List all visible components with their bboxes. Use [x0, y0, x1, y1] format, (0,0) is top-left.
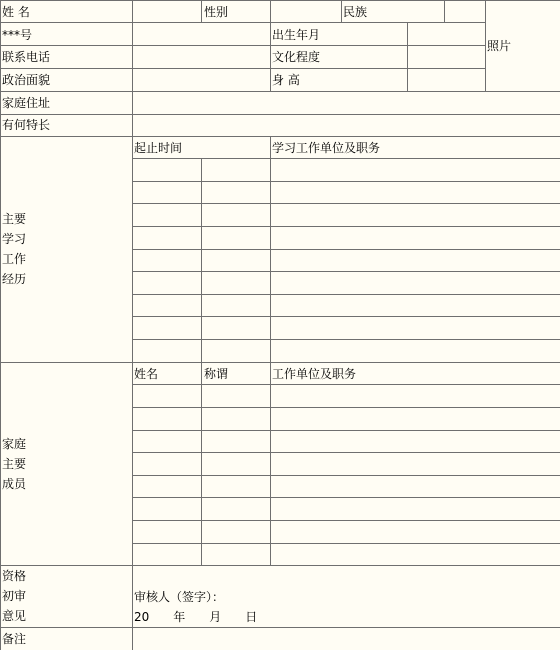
political-status-label: 政治面貌: [2, 73, 51, 87]
birth-date-field[interactable]: [408, 23, 485, 45]
id-number-field[interactable]: [133, 23, 270, 45]
height-field[interactable]: [408, 69, 485, 91]
family-unit-header: 工作单位及职务: [272, 367, 357, 381]
photo-label: 照片: [487, 39, 512, 53]
ethnicity-field[interactable]: [445, 1, 485, 22]
id-number-label: ***号: [2, 28, 33, 42]
birth-date-label: 出生年月: [272, 28, 321, 42]
review-side-label: 资格 初审 意见: [2, 569, 27, 623]
family-side-label: 家庭 主要 成员: [2, 437, 27, 491]
remarks-field[interactable]: [133, 628, 560, 650]
photo-box[interactable]: [486, 1, 560, 91]
remarks-label: 备注: [2, 632, 27, 646]
gender-label: 性别: [204, 5, 229, 19]
phone-field[interactable]: [133, 46, 270, 68]
work-history-unit-header: 学习工作单位及职务: [272, 141, 381, 155]
phone-label: 联系电话: [2, 50, 51, 64]
gender-field[interactable]: [271, 1, 341, 22]
ethnicity-label: 民族: [343, 5, 368, 19]
work-history-period-header: 起止时间: [134, 141, 183, 155]
name-field[interactable]: [133, 1, 201, 22]
specialty-field[interactable]: [133, 115, 560, 136]
family-name-header: 姓名: [134, 367, 159, 381]
political-status-field[interactable]: [133, 69, 270, 91]
address-label: 家庭住址: [2, 96, 51, 110]
education-label: 文化程度: [272, 50, 321, 64]
address-field[interactable]: [133, 92, 560, 114]
family-relation-header: 称谓: [204, 367, 229, 381]
education-field[interactable]: [408, 46, 485, 68]
name-label: 姓 名: [2, 5, 30, 19]
reviewer-signature-label: 审核人（签字）：: [134, 590, 225, 604]
height-label: 身 高: [272, 73, 300, 87]
review-date-line: 20 年 月 日: [134, 610, 258, 624]
specialty-label: 有何特长: [2, 118, 51, 132]
work-history-side-label: 主要 学习 工作 经历: [2, 212, 27, 286]
